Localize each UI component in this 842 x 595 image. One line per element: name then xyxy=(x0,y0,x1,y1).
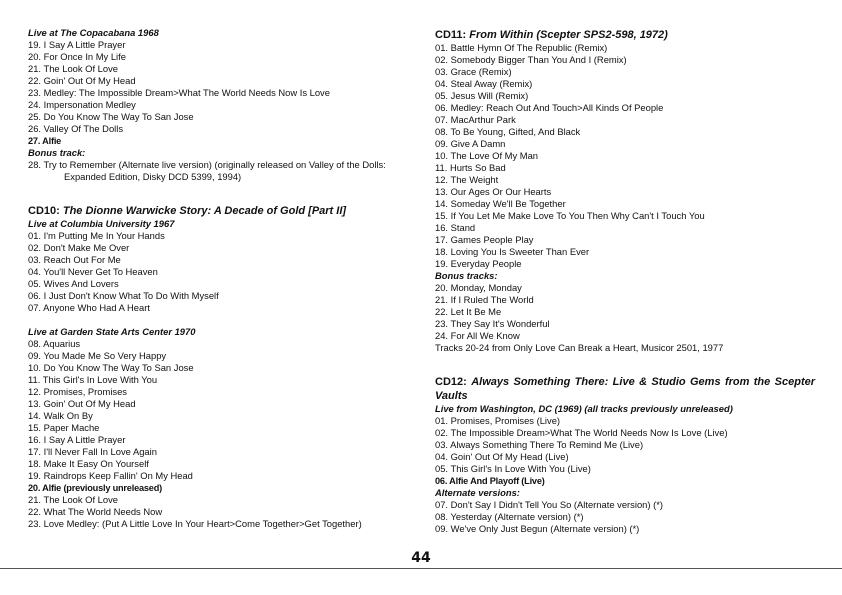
track-line: 14. Walk On By xyxy=(28,410,93,421)
track-line: 24. Impersonation Medley xyxy=(28,99,136,110)
track-line: 02. Somebody Bigger Than You And I (Remix) xyxy=(435,54,627,65)
section-heading: Live at Garden State Arts Center 1970 xyxy=(28,326,196,337)
track-line: 11. This Girl's In Love With You xyxy=(28,374,158,385)
section-heading: Live at The Copacabana 1968 xyxy=(28,27,159,38)
track-line: 19. Everyday People xyxy=(435,258,522,269)
right-column xyxy=(435,27,815,535)
track-line: 11. Hurts So Bad xyxy=(435,162,506,173)
track-line: 07. MacArthur Park xyxy=(435,114,516,125)
track-line: 22. What The World Needs Now xyxy=(28,506,163,517)
track-line: 01. Battle Hymn Of The Republic (Remix) xyxy=(435,42,608,53)
track-line: 08. Yesterday (Alternate version) (*) xyxy=(435,511,584,522)
source-note: Tracks 20-24 from Only Love Can Break a Heart, Musicor 2501, 1977 xyxy=(435,342,724,353)
track-line: 07. Don't Say I Didn't Tell You So (Alternate version) (*) xyxy=(435,499,663,510)
track-line: 16. I Say A Little Prayer xyxy=(28,434,126,445)
track-line: 26. Valley Of The Dolls xyxy=(28,123,124,134)
bonus-heading: Bonus track: xyxy=(28,147,86,158)
section-heading: Alternate versions: xyxy=(435,487,520,498)
track-line: 03. Reach Out For Me xyxy=(28,254,121,265)
track-line: 07. Anyone Who Had A Heart xyxy=(28,302,150,313)
section-heading: Live at Columbia University 1967 xyxy=(28,218,175,229)
track-line: 09. You Made Me So Very Happy xyxy=(28,350,167,361)
track-line: 12. The Weight xyxy=(435,174,499,185)
track-line: 10. Do You Know The Way To San Jose xyxy=(28,362,194,373)
track-line: 24. For All We Know xyxy=(435,330,520,341)
track-line: 09. Give A Damn xyxy=(435,138,506,149)
track-line: 15. Paper Mache xyxy=(28,422,100,433)
track-line: 16. Stand xyxy=(435,222,476,233)
disc-heading xyxy=(435,28,815,42)
page-number: 44 xyxy=(411,550,431,566)
track-line: 27. Alfie xyxy=(28,136,62,146)
track-line: 02. Don't Make Me Over xyxy=(28,242,130,253)
track-line: 05. Wives And Lovers xyxy=(28,278,119,289)
track-line: 08. To Be Young, Gifted, And Black xyxy=(435,126,581,137)
track-line: 01. Promises, Promises (Live) xyxy=(435,415,561,426)
bonus-heading: Bonus tracks: xyxy=(435,270,498,281)
track-line: 01. I'm Putting Me In Your Hands xyxy=(28,230,165,241)
track-line: 22. Let It Be Me xyxy=(435,306,502,317)
disc-heading xyxy=(28,204,400,218)
disc-heading xyxy=(435,375,815,403)
track-line: 08. Aquarius xyxy=(28,338,81,349)
track-line: 02. The Impossible Dream>What The World Needs Now Is Love (Live) xyxy=(435,427,728,438)
track-line: 25. Do You Know The Way To San Jose xyxy=(28,111,194,122)
disc-label: CD11: xyxy=(435,29,467,41)
track-line: 05. This Girl's In Love With You (Live) xyxy=(435,463,591,474)
track-line: 20. For Once In My Life xyxy=(28,51,126,62)
section-heading: Live from Washington, DC (1969) (all tracks previously unreleased) xyxy=(435,403,733,414)
track-line: 19. Raindrops Keep Fallin' On My Head xyxy=(28,470,193,481)
track-line: 20. Alfie (previously unreleased) xyxy=(28,483,162,493)
track-line: 13. Our Ages Or Our Hearts xyxy=(435,186,552,197)
track-line: 03. Grace (Remix) xyxy=(435,66,512,77)
track-line: 04. Goin' Out Of My Head (Live) xyxy=(435,451,569,462)
track-line: 04. Steal Away (Remix) xyxy=(435,78,533,89)
track-line: 18. Make It Easy On Yourself xyxy=(28,458,149,469)
track-line: 06. Medley: Reach Out And Touch>All Kinds Of People xyxy=(435,102,664,113)
disc-title: Always Something There: Live & Studio Gems from the Scepter Vaults xyxy=(435,376,815,402)
track-line: 18. Loving You Is Sweeter Than Ever xyxy=(435,246,590,257)
left-column xyxy=(28,27,400,530)
track-line: 21. The Look Of Love xyxy=(28,494,118,505)
track-line: 04. You'll Never Get To Heaven xyxy=(28,266,158,277)
track-line: 03. Always Something There To Remind Me (Live) xyxy=(435,439,644,450)
track-line: 21. The Look Of Love xyxy=(28,63,118,74)
track-line: 19. I Say A Little Prayer xyxy=(28,39,126,50)
track-line: 13. Goin' Out Of My Head xyxy=(28,398,136,409)
disc-label: CD10: xyxy=(28,205,60,217)
track-line: 28. Try to Remember (Alternate live version) (originally released on Valley of the Dolls: Expanded Edition, Disky DCD 5399, 1994) xyxy=(28,159,386,182)
track-line: 23. They Say It's Wonderful xyxy=(435,318,550,329)
disc-label: CD12: xyxy=(435,376,467,388)
track-line: 06. Alfie And Playoff (Live) xyxy=(435,476,545,486)
track-line: 12. Promises, Promises xyxy=(28,386,127,397)
track-line: 17. Games People Play xyxy=(435,234,534,245)
track-line: 17. I'll Never Fall In Love Again xyxy=(28,446,157,457)
footer-divider xyxy=(0,568,842,569)
track-line: 20. Monday, Monday xyxy=(435,282,522,293)
track-line: 05. Jesus Will (Remix) xyxy=(435,90,529,101)
track-line: 21. If I Ruled The World xyxy=(435,294,534,305)
track-line: 22. Goin' Out Of My Head xyxy=(28,75,136,86)
track-line: 06. I Just Don't Know What To Do With Myself xyxy=(28,290,219,301)
track-line: 10. The Love Of My Man xyxy=(435,150,539,161)
track-line: 09. We've Only Just Begun (Alternate version) (*) xyxy=(435,523,640,534)
track-line: 23. Medley: The Impossible Dream>What The World Needs Now Is Love xyxy=(28,87,330,98)
track-line: 15. If You Let Me Make Love To You Then Why Can't I Touch You xyxy=(435,210,705,221)
disc-title: The Dionne Warwicke Story: A Decade of Gold [Part II] xyxy=(62,205,347,217)
disc-title: From Within (Scepter SPS2-598, 1972) xyxy=(469,29,668,41)
track-line: 23. Love Medley: (Put A Little Love In Your Heart>Come Together>Get Together) xyxy=(28,518,362,529)
track-line: 14. Someday We'll Be Together xyxy=(435,198,566,209)
